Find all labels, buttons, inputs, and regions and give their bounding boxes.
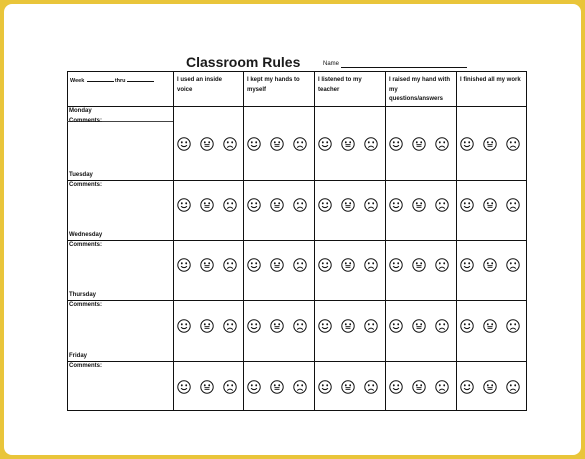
neutral-face-icon[interactable]: [270, 319, 284, 333]
happy-face-icon[interactable]: [247, 198, 261, 212]
sad-face-icon[interactable]: [364, 137, 378, 151]
neutral-face-icon[interactable]: [200, 258, 214, 272]
day-label: Friday: [69, 353, 88, 359]
rule-header: I kept my hands to myself: [247, 77, 300, 93]
neutral-face-icon[interactable]: [200, 137, 214, 151]
happy-face-icon[interactable]: [460, 380, 474, 394]
neutral-face-icon[interactable]: [483, 258, 497, 272]
happy-face-icon[interactable]: [460, 198, 474, 212]
neutral-face-icon[interactable]: [270, 198, 284, 212]
column-border: [456, 71, 457, 411]
day-label: Thursday: [69, 292, 97, 298]
neutral-face-icon[interactable]: [341, 380, 355, 394]
rule-header: I used an inside voice: [177, 77, 223, 93]
sad-face-icon[interactable]: [293, 319, 307, 333]
sad-face-icon[interactable]: [293, 258, 307, 272]
happy-face-icon[interactable]: [460, 258, 474, 272]
happy-face-icon[interactable]: [247, 137, 261, 151]
sad-face-icon[interactable]: [223, 198, 237, 212]
week-end-blank: [127, 81, 154, 82]
column-border: [67, 71, 68, 411]
comments-label: Comments:: [69, 182, 103, 188]
day-label: Tuesday: [69, 172, 93, 178]
neutral-face-icon[interactable]: [200, 380, 214, 394]
neutral-face-icon[interactable]: [341, 198, 355, 212]
happy-face-icon[interactable]: [177, 258, 191, 272]
sad-face-icon[interactable]: [506, 198, 520, 212]
comments-label: Comments:: [69, 118, 103, 124]
comments-label: Comments:: [69, 302, 103, 308]
neutral-face-icon[interactable]: [412, 380, 426, 394]
thru-label: thru: [114, 78, 126, 84]
neutral-face-icon[interactable]: [200, 319, 214, 333]
neutral-face-icon[interactable]: [412, 319, 426, 333]
happy-face-icon[interactable]: [389, 258, 403, 272]
name-label: Name: [323, 61, 340, 67]
row-border: [67, 180, 526, 181]
table-border: [67, 71, 526, 72]
sad-face-icon[interactable]: [293, 380, 307, 394]
happy-face-icon[interactable]: [460, 319, 474, 333]
neutral-face-icon[interactable]: [412, 137, 426, 151]
happy-face-icon[interactable]: [389, 380, 403, 394]
neutral-face-icon[interactable]: [200, 198, 214, 212]
week-start-blank: [87, 81, 114, 82]
sad-face-icon[interactable]: [223, 380, 237, 394]
happy-face-icon[interactable]: [177, 198, 191, 212]
happy-face-icon[interactable]: [177, 380, 191, 394]
happy-face-icon[interactable]: [247, 258, 261, 272]
happy-face-icon[interactable]: [318, 319, 332, 333]
column-border: [385, 71, 386, 411]
week-range: [70, 78, 155, 84]
neutral-face-icon[interactable]: [270, 137, 284, 151]
name-blank: [341, 67, 467, 68]
row-border: [67, 361, 526, 362]
column-border: [243, 71, 244, 411]
happy-face-icon[interactable]: [389, 319, 403, 333]
rule-header: I raised my hand with my questions/answers: [389, 77, 451, 102]
sad-face-icon[interactable]: [506, 137, 520, 151]
comments-label: Comments:: [69, 363, 103, 369]
rules-table: [67, 71, 526, 411]
sad-face-icon[interactable]: [293, 198, 307, 212]
sad-face-icon[interactable]: [364, 319, 378, 333]
neutral-face-icon[interactable]: [270, 380, 284, 394]
happy-face-icon[interactable]: [318, 380, 332, 394]
neutral-face-icon[interactable]: [483, 380, 497, 394]
neutral-face-icon[interactable]: [270, 258, 284, 272]
neutral-face-icon[interactable]: [412, 198, 426, 212]
sad-face-icon[interactable]: [364, 380, 378, 394]
happy-face-icon[interactable]: [247, 380, 261, 394]
sad-face-icon[interactable]: [506, 319, 520, 333]
sad-face-icon[interactable]: [223, 319, 237, 333]
page-title: Classroom Rules: [186, 54, 301, 70]
rule-header: I finished all my work: [460, 77, 521, 83]
sad-face-icon[interactable]: [364, 258, 378, 272]
neutral-face-icon[interactable]: [341, 319, 355, 333]
neutral-face-icon[interactable]: [483, 319, 497, 333]
sad-face-icon[interactable]: [435, 137, 449, 151]
sad-face-icon[interactable]: [435, 380, 449, 394]
sad-face-icon[interactable]: [435, 198, 449, 212]
happy-face-icon[interactable]: [318, 258, 332, 272]
row-border: [67, 240, 526, 241]
happy-face-icon[interactable]: [318, 137, 332, 151]
sad-face-icon[interactable]: [223, 137, 237, 151]
column-border: [526, 71, 527, 411]
sad-face-icon[interactable]: [506, 258, 520, 272]
happy-face-icon[interactable]: [389, 198, 403, 212]
neutral-face-icon[interactable]: [341, 137, 355, 151]
comments-label: Comments:: [69, 242, 103, 248]
sad-face-icon[interactable]: [223, 258, 237, 272]
column-border: [173, 71, 174, 411]
table-border: [67, 410, 526, 411]
row-border: [67, 106, 526, 107]
happy-face-icon[interactable]: [247, 319, 261, 333]
happy-face-icon[interactable]: [318, 198, 332, 212]
day-label: Wednesday: [69, 232, 103, 238]
neutral-face-icon[interactable]: [483, 198, 497, 212]
happy-face-icon[interactable]: [177, 137, 191, 151]
sad-face-icon[interactable]: [506, 380, 520, 394]
sad-face-icon[interactable]: [435, 319, 449, 333]
week-label: Week: [70, 78, 85, 84]
sad-face-icon[interactable]: [435, 258, 449, 272]
happy-face-icon[interactable]: [389, 137, 403, 151]
row-border: [67, 300, 526, 301]
sad-face-icon[interactable]: [364, 198, 378, 212]
sad-face-icon[interactable]: [293, 137, 307, 151]
column-border: [314, 71, 315, 411]
day-label: Monday: [69, 108, 92, 114]
neutral-face-icon[interactable]: [412, 258, 426, 272]
happy-face-icon[interactable]: [460, 137, 474, 151]
neutral-face-icon[interactable]: [483, 137, 497, 151]
happy-face-icon[interactable]: [177, 319, 191, 333]
rule-header: I listened to my teacher: [318, 77, 362, 93]
neutral-face-icon[interactable]: [341, 258, 355, 272]
